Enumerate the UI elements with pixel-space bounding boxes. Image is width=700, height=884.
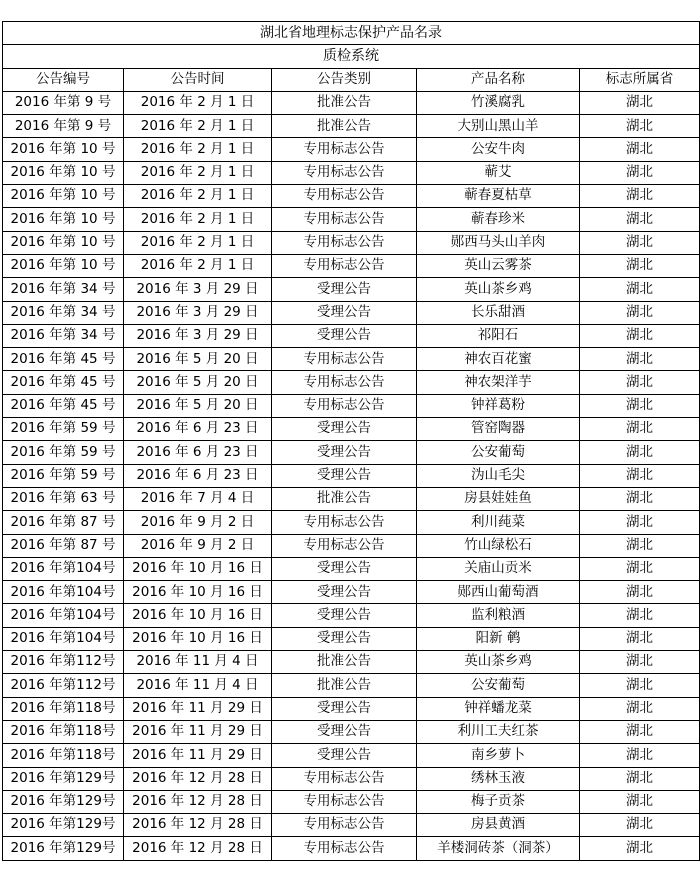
notice-category-cell: 受理公告 xyxy=(272,557,417,580)
notice-number-cell: 2016 年第 63 号 xyxy=(3,487,124,510)
notice-number-cell: 2016 年第 45 号 xyxy=(3,394,124,417)
notice-date-cell: 2016 年 12 月 28 日 xyxy=(124,767,272,790)
product-name-cell: 英山茶乡鸡 xyxy=(417,651,580,674)
product-roster-table xyxy=(2,21,700,861)
province-cell: 湖北 xyxy=(580,278,700,301)
column-header-notice-category: 公告类别 xyxy=(272,68,417,91)
notice-category-cell: 专用标志公告 xyxy=(272,348,417,371)
notice-date-cell: 2016 年 5 月 20 日 xyxy=(124,348,272,371)
notice-number-cell: 2016 年第 59 号 xyxy=(3,441,124,464)
table-row xyxy=(3,418,700,441)
table-row xyxy=(3,441,700,464)
notice-category-cell: 专用标志公告 xyxy=(272,814,417,837)
notice-date-cell: 2016 年 11 月 29 日 xyxy=(124,744,272,767)
province-cell: 湖北 xyxy=(580,161,700,184)
product-name-cell: 蕲艾 xyxy=(417,161,580,184)
product-name-cell: 南乡萝卜 xyxy=(417,744,580,767)
table-row xyxy=(3,534,700,557)
notice-number-cell: 2016 年第 45 号 xyxy=(3,348,124,371)
province-cell: 湖北 xyxy=(580,254,700,277)
product-name-cell: 钟祥蟠龙菜 xyxy=(417,697,580,720)
notice-category-cell: 专用标志公告 xyxy=(272,394,417,417)
notice-date-cell: 2016 年 2 月 1 日 xyxy=(124,231,272,254)
notice-date-cell: 2016 年 5 月 20 日 xyxy=(124,371,272,394)
notice-number-cell: 2016 年第 10 号 xyxy=(3,138,124,161)
notice-date-cell: 2016 年 10 月 16 日 xyxy=(124,604,272,627)
province-cell: 湖北 xyxy=(580,487,700,510)
notice-number-cell: 2016 年第 10 号 xyxy=(3,231,124,254)
province-cell: 湖北 xyxy=(580,371,700,394)
product-name-cell: 神农架洋芋 xyxy=(417,371,580,394)
notice-number-cell: 2016 年第 34 号 xyxy=(3,301,124,324)
notice-date-cell: 2016 年 12 月 28 日 xyxy=(124,814,272,837)
notice-category-cell: 专用标志公告 xyxy=(272,371,417,394)
product-name-cell: 郧西马头山羊肉 xyxy=(417,231,580,254)
province-cell: 湖北 xyxy=(580,301,700,324)
product-name-cell: 监利粮酒 xyxy=(417,604,580,627)
product-name-cell: 郧西山葡萄酒 xyxy=(417,581,580,604)
column-header-province: 标志所属省 xyxy=(580,68,700,91)
table-row xyxy=(3,814,700,837)
province-cell: 湖北 xyxy=(580,208,700,231)
notice-number-cell: 2016 年第 87 号 xyxy=(3,534,124,557)
notice-number-cell: 2016 年第 34 号 xyxy=(3,324,124,347)
province-cell: 湖北 xyxy=(580,138,700,161)
province-cell: 湖北 xyxy=(580,185,700,208)
product-name-cell: 祁阳石 xyxy=(417,324,580,347)
notice-date-cell: 2016 年 2 月 1 日 xyxy=(124,91,272,114)
notice-number-cell: 2016 年第 10 号 xyxy=(3,185,124,208)
province-cell: 湖北 xyxy=(580,534,700,557)
table-row xyxy=(3,161,700,184)
notice-number-cell: 2016 年第 34 号 xyxy=(3,278,124,301)
province-cell: 湖北 xyxy=(580,604,700,627)
table-row xyxy=(3,115,700,138)
notice-date-cell: 2016 年 2 月 1 日 xyxy=(124,115,272,138)
product-name-cell: 沩山毛尖 xyxy=(417,464,580,487)
notice-number-cell: 2016 年第129号 xyxy=(3,767,124,790)
product-name-cell: 长乐甜酒 xyxy=(417,301,580,324)
notice-category-cell: 受理公告 xyxy=(272,581,417,604)
product-name-cell: 房县黄酒 xyxy=(417,814,580,837)
notice-date-cell: 2016 年 6 月 23 日 xyxy=(124,418,272,441)
notice-category-cell: 批准公告 xyxy=(272,91,417,114)
province-cell: 湖北 xyxy=(580,324,700,347)
table-row xyxy=(3,91,700,114)
notice-number-cell: 2016 年第118号 xyxy=(3,720,124,743)
product-name-cell: 关庙山贡米 xyxy=(417,557,580,580)
notice-number-cell: 2016 年第 10 号 xyxy=(3,254,124,277)
notice-category-cell: 专用标志公告 xyxy=(272,790,417,813)
table-row xyxy=(3,138,700,161)
province-cell: 湖北 xyxy=(580,651,700,674)
product-name-cell: 英山茶乡鸡 xyxy=(417,278,580,301)
header-row xyxy=(3,68,700,91)
notice-category-cell: 受理公告 xyxy=(272,697,417,720)
province-cell: 湖北 xyxy=(580,697,700,720)
province-cell: 湖北 xyxy=(580,91,700,114)
table-row xyxy=(3,674,700,697)
notice-date-cell: 2016 年 2 月 1 日 xyxy=(124,161,272,184)
province-cell: 湖北 xyxy=(580,115,700,138)
province-cell: 湖北 xyxy=(580,814,700,837)
table-row xyxy=(3,604,700,627)
province-cell: 湖北 xyxy=(580,348,700,371)
notice-category-cell: 专用标志公告 xyxy=(272,511,417,534)
notice-date-cell: 2016 年 6 月 23 日 xyxy=(124,464,272,487)
notice-category-cell: 批准公告 xyxy=(272,115,417,138)
product-name-cell: 公安葡萄 xyxy=(417,674,580,697)
notice-number-cell: 2016 年第 45 号 xyxy=(3,371,124,394)
notice-category-cell: 专用标志公告 xyxy=(272,837,417,860)
table-row xyxy=(3,487,700,510)
notice-category-cell: 专用标志公告 xyxy=(272,208,417,231)
notice-date-cell: 2016 年 2 月 1 日 xyxy=(124,208,272,231)
table-row xyxy=(3,324,700,347)
table-row xyxy=(3,837,700,860)
notice-number-cell: 2016 年第112号 xyxy=(3,674,124,697)
notice-date-cell: 2016 年 10 月 16 日 xyxy=(124,557,272,580)
title-row xyxy=(3,22,700,45)
roster-body xyxy=(3,22,700,861)
notice-number-cell: 2016 年第 59 号 xyxy=(3,464,124,487)
product-name-cell: 竹溪腐乳 xyxy=(417,91,580,114)
notice-category-cell: 批准公告 xyxy=(272,674,417,697)
notice-category-cell: 受理公告 xyxy=(272,720,417,743)
notice-category-cell: 受理公告 xyxy=(272,604,417,627)
province-cell: 湖北 xyxy=(580,394,700,417)
notice-date-cell: 2016 年 11 月 4 日 xyxy=(124,651,272,674)
table-row xyxy=(3,651,700,674)
table-row xyxy=(3,278,700,301)
column-header-notice-date: 公告时间 xyxy=(124,68,272,91)
province-cell: 湖北 xyxy=(580,231,700,254)
product-name-cell: 梅子贡茶 xyxy=(417,790,580,813)
table-row xyxy=(3,185,700,208)
notice-number-cell: 2016 年第104号 xyxy=(3,627,124,650)
product-name-cell: 管窑陶器 xyxy=(417,418,580,441)
table-row xyxy=(3,371,700,394)
notice-number-cell: 2016 年第 9 号 xyxy=(3,115,124,138)
notice-number-cell: 2016 年第129号 xyxy=(3,814,124,837)
notice-category-cell: 受理公告 xyxy=(272,324,417,347)
notice-date-cell: 2016 年 10 月 16 日 xyxy=(124,627,272,650)
province-cell: 湖北 xyxy=(580,767,700,790)
notice-category-cell: 受理公告 xyxy=(272,278,417,301)
province-cell: 湖北 xyxy=(580,418,700,441)
table-row xyxy=(3,208,700,231)
notice-category-cell: 专用标志公告 xyxy=(272,185,417,208)
subtitle-row xyxy=(3,45,700,68)
notice-date-cell: 2016 年 2 月 1 日 xyxy=(124,254,272,277)
notice-date-cell: 2016 年 3 月 29 日 xyxy=(124,324,272,347)
notice-number-cell: 2016 年第112号 xyxy=(3,651,124,674)
product-name-cell: 利川莼菜 xyxy=(417,511,580,534)
notice-category-cell: 批准公告 xyxy=(272,487,417,510)
notice-date-cell: 2016 年 9 月 2 日 xyxy=(124,534,272,557)
notice-category-cell: 受理公告 xyxy=(272,744,417,767)
notice-date-cell: 2016 年 10 月 16 日 xyxy=(124,581,272,604)
notice-number-cell: 2016 年第104号 xyxy=(3,604,124,627)
notice-date-cell: 2016 年 9 月 2 日 xyxy=(124,511,272,534)
product-name-cell: 钟祥葛粉 xyxy=(417,394,580,417)
notice-date-cell: 2016 年 12 月 28 日 xyxy=(124,790,272,813)
notice-date-cell: 2016 年 11 月 4 日 xyxy=(124,674,272,697)
province-cell: 湖北 xyxy=(580,720,700,743)
province-cell: 湖北 xyxy=(580,557,700,580)
notice-category-cell: 受理公告 xyxy=(272,627,417,650)
province-cell: 湖北 xyxy=(580,837,700,860)
notice-category-cell: 专用标志公告 xyxy=(272,138,417,161)
notice-category-cell: 受理公告 xyxy=(272,464,417,487)
province-cell: 湖北 xyxy=(580,744,700,767)
notice-number-cell: 2016 年第118号 xyxy=(3,744,124,767)
notice-number-cell: 2016 年第129号 xyxy=(3,837,124,860)
province-cell: 湖北 xyxy=(580,464,700,487)
notice-number-cell: 2016 年第 10 号 xyxy=(3,208,124,231)
table-title: 湖北省地理标志保护产品名录 xyxy=(3,22,700,45)
notice-number-cell: 2016 年第104号 xyxy=(3,557,124,580)
column-header-notice-number: 公告编号 xyxy=(3,68,124,91)
notice-number-cell: 2016 年第 59 号 xyxy=(3,418,124,441)
table-subtitle: 质检系统 xyxy=(3,45,700,68)
province-cell: 湖北 xyxy=(580,674,700,697)
notice-date-cell: 2016 年 11 月 29 日 xyxy=(124,697,272,720)
column-header-product-name: 产品名称 xyxy=(417,68,580,91)
table-row xyxy=(3,464,700,487)
notice-date-cell: 2016 年 2 月 1 日 xyxy=(124,185,272,208)
table-row xyxy=(3,231,700,254)
notice-date-cell: 2016 年 11 月 29 日 xyxy=(124,720,272,743)
product-name-cell: 大别山黑山羊 xyxy=(417,115,580,138)
notice-number-cell: 2016 年第 87 号 xyxy=(3,511,124,534)
notice-date-cell: 2016 年 3 月 29 日 xyxy=(124,301,272,324)
product-name-cell: 绣林玉液 xyxy=(417,767,580,790)
product-name-cell: 羊楼洞砖茶（洞茶） xyxy=(417,837,580,860)
notice-number-cell: 2016 年第 10 号 xyxy=(3,161,124,184)
province-cell: 湖北 xyxy=(580,511,700,534)
notice-number-cell: 2016 年第104号 xyxy=(3,581,124,604)
product-name-cell: 蕲春夏枯草 xyxy=(417,185,580,208)
notice-date-cell: 2016 年 12 月 28 日 xyxy=(124,837,272,860)
notice-category-cell: 专用标志公告 xyxy=(272,767,417,790)
notice-category-cell: 受理公告 xyxy=(272,301,417,324)
table-row xyxy=(3,557,700,580)
product-name-cell: 利川工夫红茶 xyxy=(417,720,580,743)
notice-number-cell: 2016 年第129号 xyxy=(3,790,124,813)
product-name-cell: 公安牛肉 xyxy=(417,138,580,161)
table-row xyxy=(3,301,700,324)
product-name-cell: 蕲春珍米 xyxy=(417,208,580,231)
notice-date-cell: 2016 年 7 月 4 日 xyxy=(124,487,272,510)
product-name-cell: 房县娃娃鱼 xyxy=(417,487,580,510)
notice-category-cell: 专用标志公告 xyxy=(272,534,417,557)
notice-date-cell: 2016 年 6 月 23 日 xyxy=(124,441,272,464)
notice-date-cell: 2016 年 2 月 1 日 xyxy=(124,138,272,161)
notice-category-cell: 专用标志公告 xyxy=(272,254,417,277)
table-row xyxy=(3,511,700,534)
table-row xyxy=(3,627,700,650)
table-row xyxy=(3,581,700,604)
notice-number-cell: 2016 年第 9 号 xyxy=(3,91,124,114)
product-name-cell: 竹山绿松石 xyxy=(417,534,580,557)
notice-category-cell: 受理公告 xyxy=(272,418,417,441)
table-row xyxy=(3,720,700,743)
table-row xyxy=(3,697,700,720)
notice-date-cell: 2016 年 3 月 29 日 xyxy=(124,278,272,301)
province-cell: 湖北 xyxy=(580,441,700,464)
province-cell: 湖北 xyxy=(580,581,700,604)
product-name-cell: 阳新 鹌 xyxy=(417,627,580,650)
notice-category-cell: 专用标志公告 xyxy=(272,231,417,254)
table-row xyxy=(3,394,700,417)
notice-number-cell: 2016 年第118号 xyxy=(3,697,124,720)
product-name-cell: 神农百花蜜 xyxy=(417,348,580,371)
table-row xyxy=(3,744,700,767)
notice-category-cell: 受理公告 xyxy=(272,441,417,464)
notice-date-cell: 2016 年 5 月 20 日 xyxy=(124,394,272,417)
product-name-cell: 公安葡萄 xyxy=(417,441,580,464)
notice-category-cell: 专用标志公告 xyxy=(272,161,417,184)
table-row xyxy=(3,348,700,371)
notice-category-cell: 批准公告 xyxy=(272,651,417,674)
table-row xyxy=(3,767,700,790)
product-name-cell: 英山云雾茶 xyxy=(417,254,580,277)
province-cell: 湖北 xyxy=(580,790,700,813)
table-row xyxy=(3,790,700,813)
table-row xyxy=(3,254,700,277)
province-cell: 湖北 xyxy=(580,627,700,650)
